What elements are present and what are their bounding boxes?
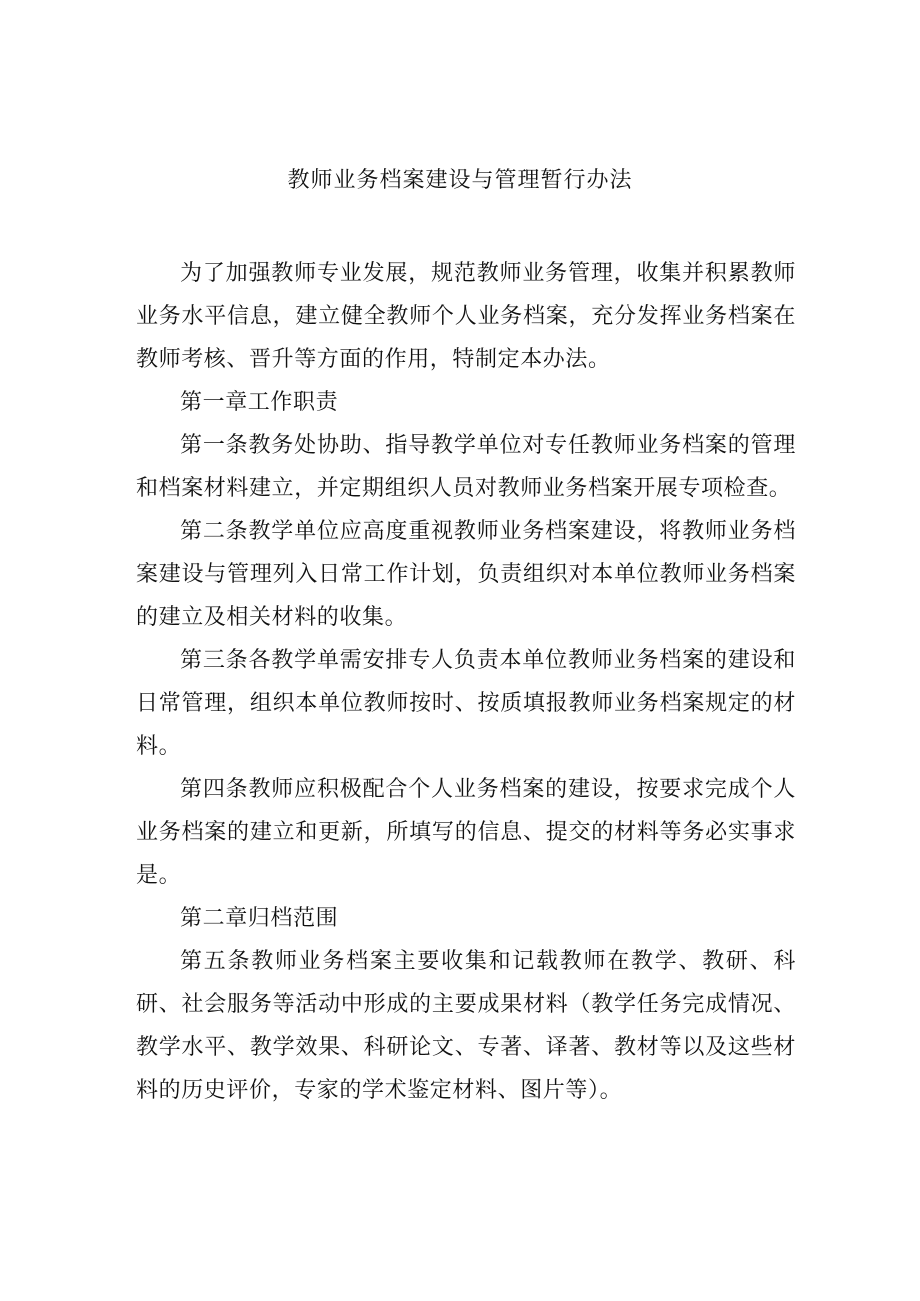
chapter-2-heading: 第二章归档范围: [180, 906, 339, 931]
article-3-paragraph: 第三条各教学单需安排专人负责本单位教师业务档案的建设和日常管理，组织本单位教师按时、按质填报教师业务档案规定的材料。: [136, 648, 796, 759]
chapter-1-heading: 第一章工作职责: [180, 390, 339, 415]
article-5-paragraph: 第五条教师业务档案主要收集和记载教师在教学、教研、科研、社会服务等活动中形成的主要成果材料（教学任务完成情况、教学水平、教学效果、科研论文、专著、译著、教材等以及这些材料的历史评价，专家的学术鉴定材料、图片等）。: [136, 949, 796, 1103]
article-4-paragraph: 第四条教师应积极配合个人业务档案的建设，按要求完成个人业务档案的建立和更新，所填写的信息、提交的材料等务必实事求是。: [136, 777, 796, 888]
intro-paragraph: 为了加强教师专业发展，规范教师业务管理，收集并积累教师业务水平信息，建立健全教师个人业务档案，充分发挥业务档案在教师考核、晋升等方面的作用，特制定本办法。: [136, 261, 796, 372]
article-2-paragraph: 第二条教学单位应高度重视教师业务档案建设，将教师业务档案建设与管理列入日常工作计划，负责组织对本单位教师业务档案的建立及相关材料的收集。: [136, 519, 796, 630]
document-title: 教师业务档案建设与管理暂行办法: [287, 168, 633, 193]
document-body: [136, 252, 796, 1112]
article-1-paragraph: 第一条教务处协助、指导教学单位对专任教师业务档案的管理和档案材料建立，并定期组织人员对教师业务档案开展专项检查。: [136, 433, 796, 501]
